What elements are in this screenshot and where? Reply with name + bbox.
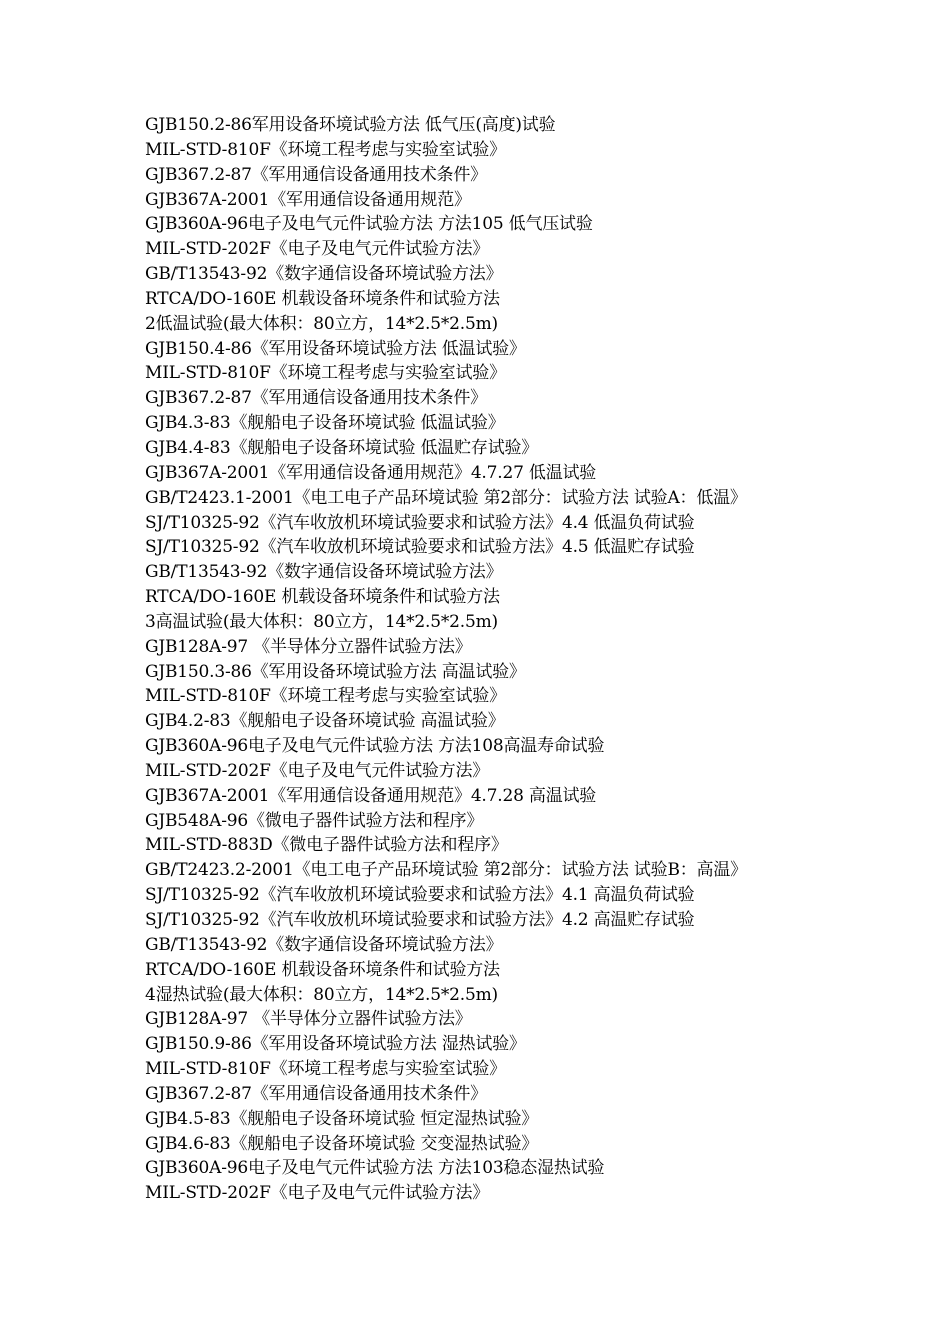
text-line: GJB4.4-83《舰船电子设备环境试验 低温贮存试验》 bbox=[145, 437, 539, 458]
text-line: MIL-STD-202F《电子及电气元件试验方法》 bbox=[145, 1183, 490, 1204]
text-line: SJ/T10325-92《汽车收放机环境试验要求和试验方法》4.4 低温负荷试验 bbox=[145, 512, 695, 533]
text-line: RTCA/DO-160E 机载设备环境条件和试验方法 bbox=[145, 587, 500, 608]
text-line: GJB360A-96电子及电气元件试验方法 方法108高温寿命试验 bbox=[145, 736, 605, 757]
text-line: GJB367.2-87《军用通信设备通用技术条件》 bbox=[145, 164, 487, 185]
text-line: MIL-STD-202F《电子及电气元件试验方法》 bbox=[145, 239, 490, 260]
text-line: GJB150.9-86《军用设备环境试验方法 湿热试验》 bbox=[145, 1034, 526, 1055]
text-line: GJB150.2-86军用设备环境试验方法 低气压(高度)试验 bbox=[145, 115, 556, 135]
text-line: GJB4.5-83《舰船电子设备环境试验 恒定湿热试验》 bbox=[145, 1108, 539, 1129]
text-line: 3高温试验(最大体积：80立方，14*2.5*2.5m) bbox=[145, 611, 498, 632]
text-line: MIL-STD-810F《环境工程考虑与实验室试验》 bbox=[145, 686, 506, 707]
text-line: RTCA/DO-160E 机载设备环境条件和试验方法 bbox=[145, 288, 500, 309]
text-line: GJB128A-97 《半导体分立器件试验方法》 bbox=[145, 636, 472, 657]
text-line: MIL-STD-810F《环境工程考虑与实验室试验》 bbox=[145, 1059, 506, 1080]
text-line: GB/T13543-92《数字通信设备环境试验方法》 bbox=[145, 264, 503, 285]
text-line: GJB150.4-86《军用设备环境试验方法 低温试验》 bbox=[145, 338, 526, 359]
text-line: GB/T13543-92《数字通信设备环境试验方法》 bbox=[145, 934, 503, 955]
text-line: GJB4.3-83《舰船电子设备环境试验 低温试验》 bbox=[145, 413, 505, 434]
text-line: GJB150.3-86《军用设备环境试验方法 高温试验》 bbox=[145, 661, 526, 682]
text-line: RTCA/DO-160E 机载设备环境条件和试验方法 bbox=[145, 959, 500, 980]
text-line: GJB367.2-87《军用通信设备通用技术条件》 bbox=[145, 388, 487, 409]
text-line: GJB360A-96电子及电气元件试验方法 方法105 低气压试验 bbox=[145, 214, 593, 235]
text-line: GJB4.6-83《舰船电子设备环境试验 交变湿热试验》 bbox=[145, 1133, 539, 1154]
text-line: GB/T2423.2-2001《电工电子产品环境试验 第2部分：试验方法 试验B：高温》 bbox=[145, 860, 747, 881]
text-line: GB/T2423.1-2001《电工电子产品环境试验 第2部分：试验方法 试验A：低温》 bbox=[145, 487, 747, 508]
text-line: MIL-STD-810F《环境工程考虑与实验室试验》 bbox=[145, 363, 506, 384]
text-line: 2低温试验(最大体积：80立方，14*2.5*2.5m) bbox=[145, 313, 498, 334]
standards-list bbox=[145, 113, 845, 1206]
text-line: MIL-STD-883D《微电子器件试验方法和程序》 bbox=[145, 835, 508, 856]
text-line: SJ/T10325-92《汽车收放机环境试验要求和试验方法》4.2 高温贮存试验 bbox=[145, 910, 695, 930]
text-line: GJB548A-96《微电子器件试验方法和程序》 bbox=[145, 810, 484, 831]
text-line: MIL-STD-810F《环境工程考虑与实验室试验》 bbox=[145, 139, 506, 160]
text-line: GJB367A-2001《军用通信设备通用规范》4.7.28 高温试验 bbox=[145, 785, 597, 806]
text-line: GJB367A-2001《军用通信设备通用规范》 bbox=[145, 189, 471, 210]
text-line: GJB360A-96电子及电气元件试验方法 方法103稳态湿热试验 bbox=[145, 1158, 605, 1179]
text-line: GJB367A-2001《军用通信设备通用规范》4.7.27 低温试验 bbox=[145, 462, 597, 483]
text-line: GJB128A-97 《半导体分立器件试验方法》 bbox=[145, 1009, 472, 1030]
text-line: GJB367.2-87《军用通信设备通用技术条件》 bbox=[145, 1083, 487, 1104]
text-line: SJ/T10325-92《汽车收放机环境试验要求和试验方法》4.5 低温贮存试验 bbox=[145, 537, 695, 558]
text-line: MIL-STD-202F《电子及电气元件试验方法》 bbox=[145, 760, 490, 781]
text-line: 4湿热试验(最大体积：80立方，14*2.5*2.5m) bbox=[145, 984, 498, 1005]
text-line: GJB4.2-83《舰船电子设备环境试验 高温试验》 bbox=[145, 711, 505, 732]
text-line: GB/T13543-92《数字通信设备环境试验方法》 bbox=[145, 562, 503, 583]
text-line: SJ/T10325-92《汽车收放机环境试验要求和试验方法》4.1 高温负荷试验 bbox=[145, 885, 695, 906]
